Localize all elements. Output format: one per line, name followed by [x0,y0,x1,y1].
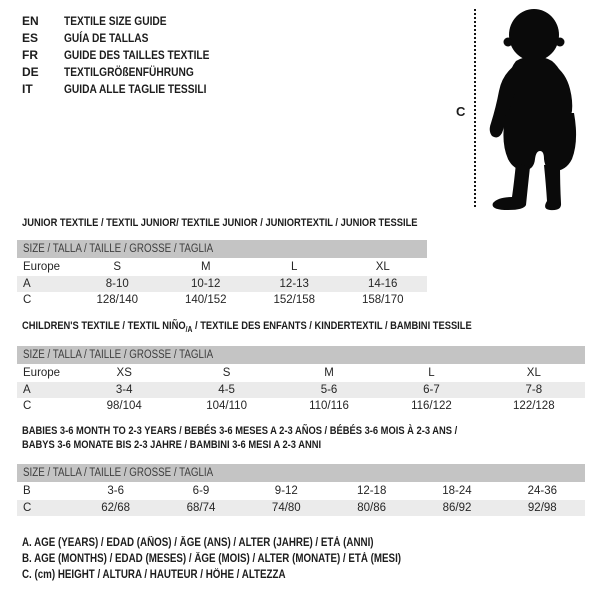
table-cell: S [113,261,122,273]
table-cell: XS [116,367,132,379]
language-list [22,12,235,97]
guide-title-en: TEXTILE SIZE GUIDE [64,13,167,28]
guide-title-it: GUIDA ALLE TAGLIE TESSILI [64,81,207,96]
table-cell: 5-6 [320,384,338,396]
row-label: A [23,278,31,290]
junior-table-title: JUNIOR TEXTILE / TEXTIL JUNIOR/ TEXTILE JUNIOR / JUNIORTEXTIL / JUNIOR TESSILE [22,217,418,229]
table-cell: 3-4 [115,384,133,396]
table-cell: 116/122 [411,400,452,412]
footnote-b: B. AGE (MONTHS) / EDAD (MESES) / ÂGE (MOIS) / ALTER (MONATE) / ETÀ (MESI) [22,553,402,565]
language-row [22,12,235,29]
table-cell: 98/104 [106,400,142,412]
children-size-table [17,346,585,414]
table-cell: 110/116 [309,400,349,412]
table-row-c [17,500,585,516]
table-cell: 122/128 [513,400,555,412]
table-row-europe [17,364,585,382]
table-cell: 80/86 [357,502,387,514]
row-label: Europe [23,261,61,273]
size-header-bar: SIZE / TALLA / TAILLE / GRÖSSE / TAGLIA [17,346,585,364]
table-cell: XL [375,261,390,273]
language-code: ES [22,30,39,45]
language-code: EN [22,13,39,28]
row-label: C [23,294,32,306]
table-cell: 12-18 [356,485,387,497]
table-cell: 152/158 [273,294,316,306]
table-cell: 3-6 [107,485,124,497]
height-marker-label: C [456,104,466,119]
table-cell: 6-7 [423,384,440,396]
table-cell: 7-8 [525,384,543,396]
table-cell: 8-10 [105,278,129,290]
table-cell: 4-5 [218,384,235,396]
language-code: FR [22,47,38,62]
table-row-c [17,292,427,308]
table-cell: 14-16 [368,278,398,290]
junior-size-table [17,240,427,308]
table-cell: 62/68 [101,502,131,514]
footnote-c: C. (cm) HEIGHT / ALTURA / HAUTEUR / HÖHE / ALTEZZA [22,569,286,581]
children-table-title: CHILDREN'S TEXTILE / TEXTIL $NIÑO_{/A}$ / TEXTILE DES ENFANTS / KINDERTEXTIL / BAMBINI TESSILE [22,320,472,335]
table-cell: 74/80 [271,502,301,514]
table-cell: 128/140 [96,294,139,306]
table-row-a [17,276,427,292]
table-cell: XL [526,367,541,379]
row-label: C [23,502,32,514]
row-label: C [23,400,32,412]
table-cell: 140/152 [184,294,227,306]
language-row [22,80,235,97]
size-header-bar: SIZE / TALLA / TAILLE / GRÖSSE / TAGLIA [17,464,585,482]
table-row-b [17,482,585,500]
row-label: Europe [23,367,61,379]
table-cell: 12-13 [279,278,309,290]
babies-size-table [17,464,585,516]
baby-silhouette [486,7,598,211]
table-cell: 18-24 [442,485,472,497]
table-cell: S [222,367,231,379]
language-row [22,46,235,63]
table-row-c [17,398,585,414]
table-cell: 158/170 [361,294,404,306]
footnote-a: A. AGE (YEARS) / EDAD (AÑOS) / ÂGE (ANS) / ALTER (JAHRE) / ETÀ (ANNI) [22,537,374,549]
guide-title-es: GUÍA DE TALLAS [64,30,149,45]
table-cell: 92/98 [527,502,557,514]
table-cell: L [428,367,435,379]
table-row-a [17,382,585,398]
language-code: IT [22,81,33,96]
table-cell: 10-12 [191,278,221,290]
table-cell: L [291,261,298,273]
table-cell: 68/74 [186,502,216,514]
footnote-legend [22,535,468,583]
language-code: DE [22,64,39,79]
table-cell: M [324,367,334,379]
row-label: B [23,485,31,497]
table-cell: M [200,261,211,273]
babies-table-title: BABIES 3-6 MONTH TO 2-3 YEARS / BEBÉS 3-6 MESES A 2-3 AÑOS / BÉBÉS 3-6 MOIS À 2-3 ANS / BABYS 3-6 MONATE BIS 2-3 JAHRE / BAMBINI 3-6 MESI A 2-3 ANNI [22,425,458,451]
table-cell: 24-36 [527,485,558,497]
language-row [22,29,235,46]
table-cell: 9-12 [274,485,298,497]
table-row-europe [17,258,427,276]
size-header-bar: SIZE / TALLA / TAILLE / GRÖSSE / TAGLIA [17,240,427,258]
guide-title-fr: GUIDE DES TAILLES TEXTILE [64,47,210,62]
table-cell: 104/110 [206,400,247,412]
height-dotted-line [474,9,476,207]
table-cell: 6-9 [192,485,210,497]
language-row [22,63,235,80]
table-cell: 86/92 [442,502,472,514]
guide-title-de: TEXTILGRÖßENFÜHRUNG [64,64,194,79]
row-label: A [23,384,31,396]
